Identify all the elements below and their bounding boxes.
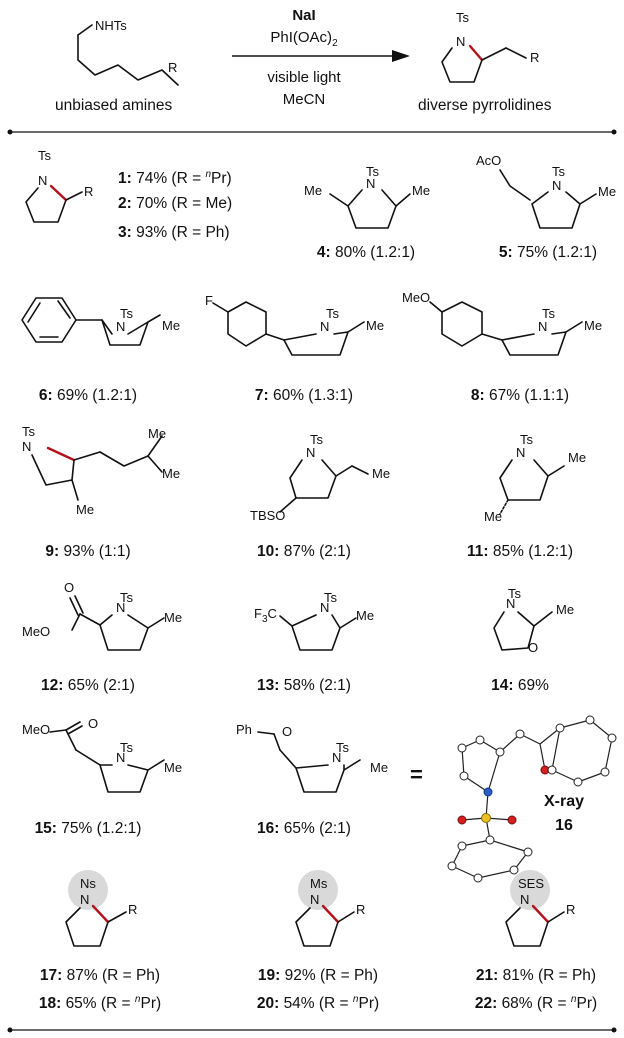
condition-1: visible light xyxy=(267,69,341,86)
svg-text:SES: SES xyxy=(518,876,545,891)
svg-text:N: N xyxy=(116,600,126,615)
svg-text:N: N xyxy=(22,439,32,454)
structure-5 xyxy=(476,153,616,228)
ts-label: Ts xyxy=(456,10,469,25)
svg-text:Ts: Ts xyxy=(366,164,379,179)
svg-text:MeO: MeO xyxy=(22,624,51,639)
svg-text:O: O xyxy=(64,580,75,595)
structure-9 xyxy=(22,424,180,517)
svg-text:Ts: Ts xyxy=(310,432,323,447)
svg-text:TBSO: TBSO xyxy=(250,508,286,523)
svg-text:Me: Me xyxy=(304,183,323,198)
svg-text:N: N xyxy=(516,445,526,460)
svg-text:Me: Me xyxy=(164,610,183,625)
structure-15 xyxy=(22,716,182,792)
svg-text:Ns: Ns xyxy=(80,876,96,891)
product-structure xyxy=(442,10,539,82)
svg-text:N: N xyxy=(116,750,126,765)
svg-text:F3C: $F_3C$ xyxy=(254,606,277,625)
structure-8 xyxy=(402,290,602,355)
svg-text:N: N xyxy=(332,750,342,765)
structure-14 xyxy=(494,586,574,655)
structure-12 xyxy=(22,580,182,650)
svg-text:N: N xyxy=(506,596,516,611)
left-caption: unbiased amines xyxy=(55,97,173,114)
svg-text:Me: Me xyxy=(162,466,181,481)
svg-text:Ts: Ts xyxy=(542,306,555,321)
structure-16 xyxy=(236,722,388,792)
structure-19-20 xyxy=(296,870,365,946)
svg-text:N: N xyxy=(520,892,530,907)
svg-text:Me: Me xyxy=(484,509,503,524)
svg-text:N: N xyxy=(366,176,376,191)
svg-text:Ts: Ts xyxy=(508,586,521,601)
svg-text:Me: Me xyxy=(162,318,181,333)
compound-22-caption: 22: 68% (R = $^n$Pr) xyxy=(474,994,598,1012)
structure-10 xyxy=(250,432,390,523)
svg-text:Ts: Ts xyxy=(22,424,35,439)
top-rule xyxy=(8,130,617,135)
svg-text:N: N xyxy=(538,319,548,334)
compound-9-caption: 9: 93% (1:1) xyxy=(45,543,131,560)
compound-12-caption: 12: 65% (2:1) xyxy=(41,677,135,694)
svg-text:Ts: Ts xyxy=(326,306,339,321)
svg-text:Ts: Ts xyxy=(336,740,349,755)
svg-text:Me: Me xyxy=(370,760,389,775)
condition-2: MeCN xyxy=(282,91,326,108)
svg-text:Ts: Ts xyxy=(552,164,565,179)
svg-text:N: N xyxy=(320,319,330,334)
svg-text:Ts: Ts xyxy=(120,740,133,755)
svg-text:N: N xyxy=(310,892,320,907)
svg-text:O: O xyxy=(282,724,293,739)
svg-text:Ts: Ts xyxy=(324,590,337,605)
compound-2-caption: 2: 70% (R = Me) xyxy=(118,195,233,212)
compound-20-caption: 20: 54% (R = $^n$Pr) xyxy=(256,994,380,1012)
svg-text:Ts: Ts xyxy=(120,306,133,321)
svg-text:N: N xyxy=(80,892,90,907)
xray-ortep-structure xyxy=(448,716,616,882)
compound-13-caption: 13: 58% (2:1) xyxy=(257,677,351,694)
compound-14-caption: 14: 69% xyxy=(491,677,549,694)
svg-text:O: O xyxy=(528,640,539,655)
compound-18-caption: 18: 65% (R = $^n$Pr) xyxy=(38,994,162,1012)
xray-compound-number: 16 xyxy=(555,817,573,834)
svg-text:Me: Me xyxy=(164,760,183,775)
svg-text:MeO: MeO xyxy=(402,290,431,305)
right-caption: diverse pyrrolidines xyxy=(418,97,552,114)
svg-text:N: N xyxy=(306,445,316,460)
r-label: R xyxy=(530,50,540,65)
structure-4 xyxy=(304,164,430,228)
compound-17-caption: 17: 87% (R = Ph) xyxy=(39,967,161,984)
structure-17-18 xyxy=(66,870,137,946)
structure-7 xyxy=(205,293,384,355)
svg-text:N: N xyxy=(552,178,562,193)
compound-7-caption: 7: 60% (1.3:1) xyxy=(254,387,354,404)
svg-text:Me: Me xyxy=(412,183,431,198)
svg-text:Ms: Ms xyxy=(310,876,328,891)
svg-text:Me: Me xyxy=(148,426,167,441)
reaction-arrow-head xyxy=(392,50,410,62)
structure-21-22 xyxy=(506,870,575,946)
compound-21-caption: 21: 81% (R = Ph) xyxy=(475,967,597,984)
compound-3-caption: 3: 93% (R = Ph) xyxy=(118,224,230,241)
compound-16-caption: 16: 65% (2:1) xyxy=(257,820,351,837)
compound-4-caption: 4: 80% (1.2:1) xyxy=(316,244,416,261)
structure-1-3 xyxy=(26,148,93,222)
structure-6 xyxy=(22,298,180,345)
svg-text:Me: Me xyxy=(372,466,391,481)
svg-text:O: O xyxy=(88,716,99,731)
compound-5-caption: 5: 75% (1.2:1) xyxy=(498,244,598,261)
compound-11-caption: 11: 85% (1.2:1) xyxy=(467,543,573,560)
svg-text:Me: Me xyxy=(366,318,385,333)
substrate-structure xyxy=(78,18,178,85)
svg-text:N: N xyxy=(116,319,126,334)
svg-text:R: R xyxy=(566,902,576,917)
compound-6-caption: 6: 69% (1.2:1) xyxy=(38,387,138,404)
n-label: N xyxy=(456,34,466,49)
svg-text:R: R xyxy=(356,902,366,917)
svg-text:Me: Me xyxy=(598,184,617,199)
svg-text:Me: Me xyxy=(356,608,375,623)
nhts-label: NHTs xyxy=(95,18,127,33)
svg-text:Me: Me xyxy=(76,502,95,517)
svg-text:Ts: Ts xyxy=(520,432,533,447)
svg-text:MeO: MeO xyxy=(22,722,51,737)
compound-19-caption: 19: 92% (R = Ph) xyxy=(257,967,379,984)
bottom-rule xyxy=(8,1028,617,1033)
svg-text:Ph: Ph xyxy=(236,722,252,737)
svg-text:AcO: AcO xyxy=(476,153,502,168)
reagent-1: NaI xyxy=(292,7,316,24)
svg-text:Me: Me xyxy=(568,450,587,465)
compound-10-caption: 10: 87% (2:1) xyxy=(257,543,351,560)
compound-1-caption: 1: 74% (R = $^n$Pr) xyxy=(118,169,232,187)
svg-text:Me: Me xyxy=(556,602,575,617)
svg-text:Ts: Ts xyxy=(38,148,51,163)
svg-text:Me: Me xyxy=(584,318,603,333)
equals-sign: = xyxy=(410,762,423,787)
structure-11 xyxy=(484,432,586,524)
svg-text:F: F xyxy=(205,293,213,308)
xray-label: X-ray xyxy=(543,793,585,810)
svg-text:N: N xyxy=(38,173,48,188)
compound-15-caption: 15: 75% (1.2:1) xyxy=(34,820,142,837)
svg-text:R: R xyxy=(128,902,138,917)
svg-text:Ts: Ts xyxy=(120,590,133,605)
reagent-2: $PhI(OAc)_2$ xyxy=(270,29,338,49)
structure-13 xyxy=(254,590,374,650)
compound-8-caption: 8: 67% (1.1:1) xyxy=(470,387,570,404)
r-label: R xyxy=(168,60,178,75)
svg-text:R: R xyxy=(84,184,94,199)
svg-text:N: N xyxy=(320,600,330,615)
